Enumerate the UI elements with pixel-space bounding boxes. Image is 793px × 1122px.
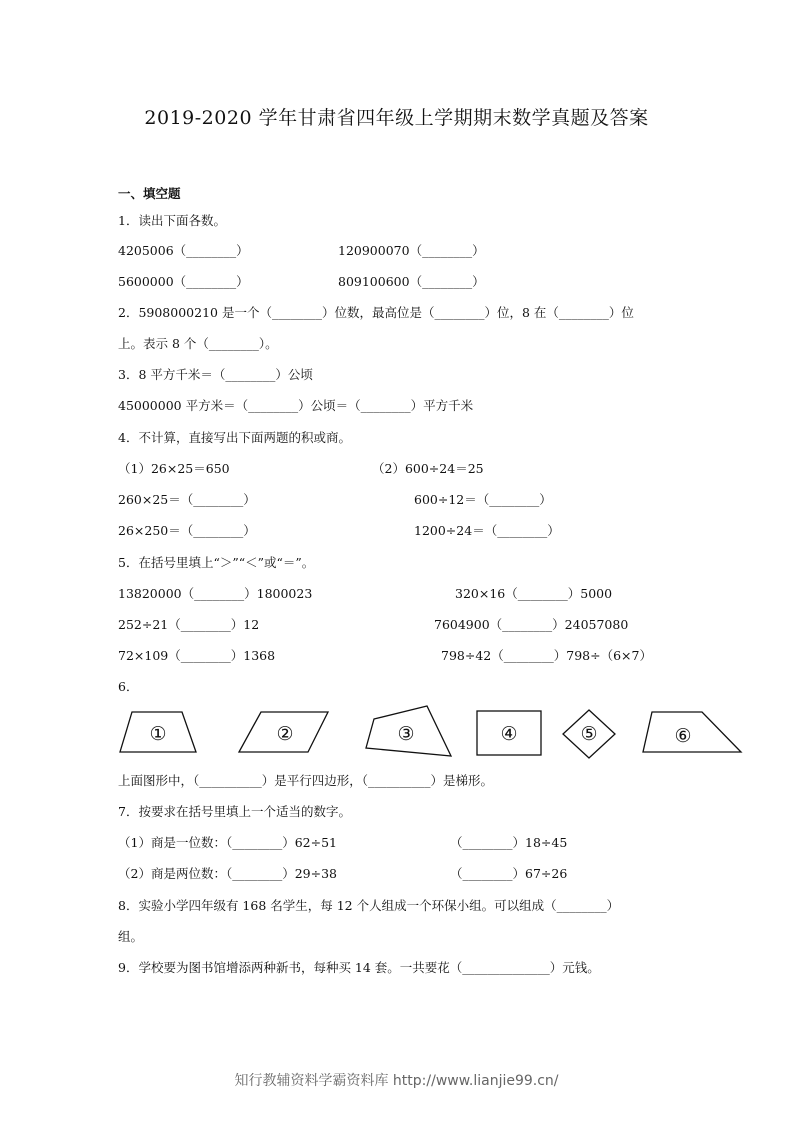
q1-item-a: 4205006（________） — [118, 243, 249, 258]
q8-line1: 8．实验小学四年级有 168 名学生，每 12 个人组成一个环保小组。可以组成（________） — [118, 898, 620, 913]
q6-shapes-figure — [118, 704, 748, 762]
q5-r1a: 13820000（________）1800023 — [118, 586, 313, 601]
q3-line2: 45000000 平方米＝（________）公顷＝（________）平方千米 — [118, 398, 474, 413]
section-heading: 一、填空题 — [118, 186, 181, 201]
q4-stem: 4．不计算，直接写出下面两题的积或商。 — [118, 430, 351, 445]
q3-line1: 3．8 平方千米＝（________）公顷 — [118, 367, 313, 382]
q7-r1b: （________）18÷45 — [450, 835, 568, 850]
q5-r3b: 798÷42（________）798÷（6×7） — [441, 648, 652, 663]
q4-r3a: 26×250＝（________） — [118, 523, 256, 538]
q7-r2b: （________）67÷26 — [450, 866, 568, 881]
q4-r1b: （2）600÷24＝25 — [372, 461, 484, 476]
q4-r2a: 260×25＝（________） — [118, 492, 256, 507]
q1-item-c: 5600000（________） — [118, 274, 249, 289]
shape-3-label: ③ — [397, 723, 415, 745]
q7-r2a: （2）商是两位数：（________）29÷38 — [118, 866, 337, 881]
shape-6-trapezoid — [643, 712, 741, 752]
q2-line2: 上。表示 8 个（________）。 — [118, 336, 278, 351]
q4-r1a: （1）26×25＝650 — [118, 461, 230, 476]
q1-item-b: 120900070（________） — [338, 243, 485, 258]
q5-r2a: 252÷21（________）12 — [118, 617, 260, 632]
shape-5-label: ⑤ — [580, 723, 598, 745]
shape-2-label: ② — [276, 723, 294, 745]
q4-r2b: 600÷12＝（________） — [414, 492, 552, 507]
q5-stem: 5．在括号里填上“＞”“＜”或“＝”。 — [118, 555, 315, 570]
q4-r3b: 1200÷24＝（________） — [414, 523, 560, 538]
q2-line1: 2．5908000210 是一个（________）位数，最高位是（________）位，8 在（________）位 — [118, 305, 634, 320]
shape-4-label: ④ — [500, 723, 518, 745]
q1-item-d: 809100600（________） — [338, 274, 485, 289]
q6-answer: 上面图形中，（__________）是平行四边形，（__________）是梯形。 — [118, 773, 494, 788]
q9-line1: 9．学校要为图书馆增添两种新书，每种买 14 套。一共要花（______________）元钱。 — [118, 960, 600, 975]
page-title: 2019-2020 学年甘肃省四年级上学期期末数学真题及答案 — [144, 107, 649, 129]
q8-line2: 组。 — [118, 929, 144, 944]
q5-r3a: 72×109（________）1368 — [118, 648, 276, 663]
q5-r1b: 320×16（________）5000 — [455, 586, 613, 601]
q1-stem: 1．读出下面各数。 — [118, 213, 226, 228]
shape-6-label: ⑥ — [674, 725, 692, 747]
shape-1-label: ① — [149, 723, 167, 745]
q5-r2b: 7604900（________）24057080 — [434, 617, 629, 632]
footer-watermark: 知行教辅资料学霸资料库 http://www.lianjie99.cn/ — [234, 1073, 559, 1089]
q7-stem: 7．按要求在括号里填上一个适当的数字。 — [118, 804, 351, 819]
q7-r1a: （1）商是一位数：（________）62÷51 — [118, 835, 337, 850]
q6-stem: 6． — [118, 679, 139, 694]
